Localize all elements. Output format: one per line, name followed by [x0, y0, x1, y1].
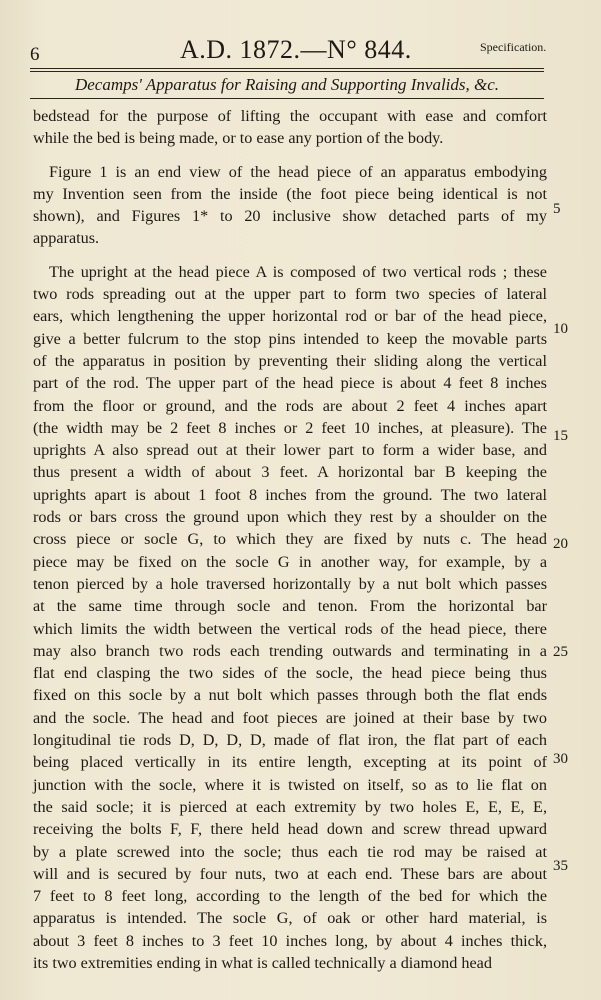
line-number: 30: [553, 751, 568, 767]
text-line: bedstead for the purpose of lifting the occupant with ease and comfort: [33, 107, 547, 125]
text-line: being placed vertically in its entire length, excepting at its point of: [33, 753, 547, 772]
text-line: ears, which lengthening the upper horizontal rod or bar of the head piece,: [33, 307, 547, 326]
text-line: apparatus.: [33, 229, 100, 248]
text-line: and the socle. The head and foot pieces are joined at their base by two: [33, 708, 547, 727]
text-line: two rods spreading out at the upper part to form two species of lateral: [33, 285, 547, 304]
header-title: A.D. 1872.—N° 844.: [180, 35, 412, 64]
text-line: my Invention seen from the inside (the foot piece being identical is not: [33, 184, 547, 203]
text-line: thus present a width of about 3 feet. A horizontal bar B keeping the: [33, 463, 547, 482]
text-line: fixed on this socle by a nut bolt which passes through both the flat ends: [33, 686, 547, 705]
body-text: [33, 105, 547, 974]
text-line: tenon pierced by a hole traversed horizontally by a nut bolt which passes: [33, 574, 547, 593]
text-line: junction with the socle, where it is twisted on itself, so as to lie flat on: [33, 775, 547, 794]
text-line: uprights A also spread out at their lower part to form a wider base, and: [33, 441, 547, 460]
text-line: by a plate screwed into the socle; thus each tie rod may be raised at: [33, 842, 547, 861]
text-line: (the width may be 2 feet 8 inches or 2 feet 10 inches, at pleasure). The: [33, 418, 547, 437]
text-line: uprights apart is about 1 foot 8 inches from the ground. The two lateral: [33, 485, 547, 504]
text-line: part of the rod. The upper part of the head piece is about 4 feet 8 inches: [33, 374, 547, 393]
text-line: which limits the width between the vertical rods of the head piece, there: [33, 619, 547, 638]
line-number: 15: [553, 428, 568, 444]
line-number: 5: [553, 201, 561, 217]
text-line: from the floor or ground, and the rods are about 2 feet 4 inches apart: [33, 396, 547, 415]
running-title-rule: [30, 98, 544, 99]
text-line: give a better fulcrum to the stop pins intended to keep the movable parts: [33, 329, 547, 348]
text-line: cross piece or socle G, to which they are fixed by nuts c. The head: [33, 530, 547, 549]
header-rule-double: [30, 71, 544, 72]
paragraph: [33, 161, 547, 250]
paragraph: [33, 261, 547, 975]
line-number: 20: [553, 536, 568, 552]
text-line: shown), and Figures 1* to 20 inclusive show detached parts of my: [33, 207, 547, 226]
text-line: may also branch two rods each trending outwards and terminating in a: [33, 641, 547, 660]
text-line: Figure 1 is an end view of the head piece of an apparatus embodying: [49, 162, 547, 181]
text-line: its two extremities ending in what is called technically a diamond head: [33, 953, 492, 972]
text-line: apparatus is intended. The socle G, of oak or other hard material, is: [33, 909, 547, 928]
line-number: 35: [553, 858, 568, 874]
text-line: rods or bars cross the ground upon which they rest by a shoulder on the: [33, 508, 547, 527]
text-line: will and is secured by four nuts, two at each end. These bars are about: [33, 864, 547, 883]
text-line: flat end clasping the two sides of the socle, the head piece being thus: [33, 664, 547, 683]
text-line: 7 feet to 8 feet long, according to the length of the bed for which the: [33, 887, 547, 906]
header-label: Specification.: [480, 40, 547, 54]
line-number: 25: [553, 644, 568, 660]
text-line: piece may be fixed on the socle G in another way, for example, by a: [33, 552, 547, 571]
text-line: while the bed is being made, or to ease any portion of the body.: [33, 129, 444, 148]
text-line: The upright at the head piece A is composed of two vertical rods ; these: [49, 262, 547, 281]
text-line: longitudinal tie rods D, D, D, D, made of flat iron, the flat part of each: [33, 731, 547, 750]
page-header: [0, 30, 601, 64]
running-title: Decamps' Apparatus for Raising and Supporting Invalids, &c.: [74, 75, 500, 94]
paragraph: [33, 105, 547, 150]
text-line: the said socle; it is pierced at each extremity by two holes E, E, E, E,: [33, 797, 547, 816]
text-line: about 3 feet 8 inches to 3 feet 10 inches long, by about 4 inches thick,: [33, 931, 547, 950]
line-number: 10: [553, 321, 568, 337]
text-line: receiving the bolts F, F, there held head down and screw thread upward: [33, 820, 547, 839]
page-number: 6: [30, 44, 40, 65]
text-line: at the same time through socle and tenon. From the horizontal bar: [33, 597, 547, 616]
text-line: of the apparatus in position by preventing their sliding along the vertical: [33, 351, 547, 370]
header-rule: [30, 68, 544, 69]
